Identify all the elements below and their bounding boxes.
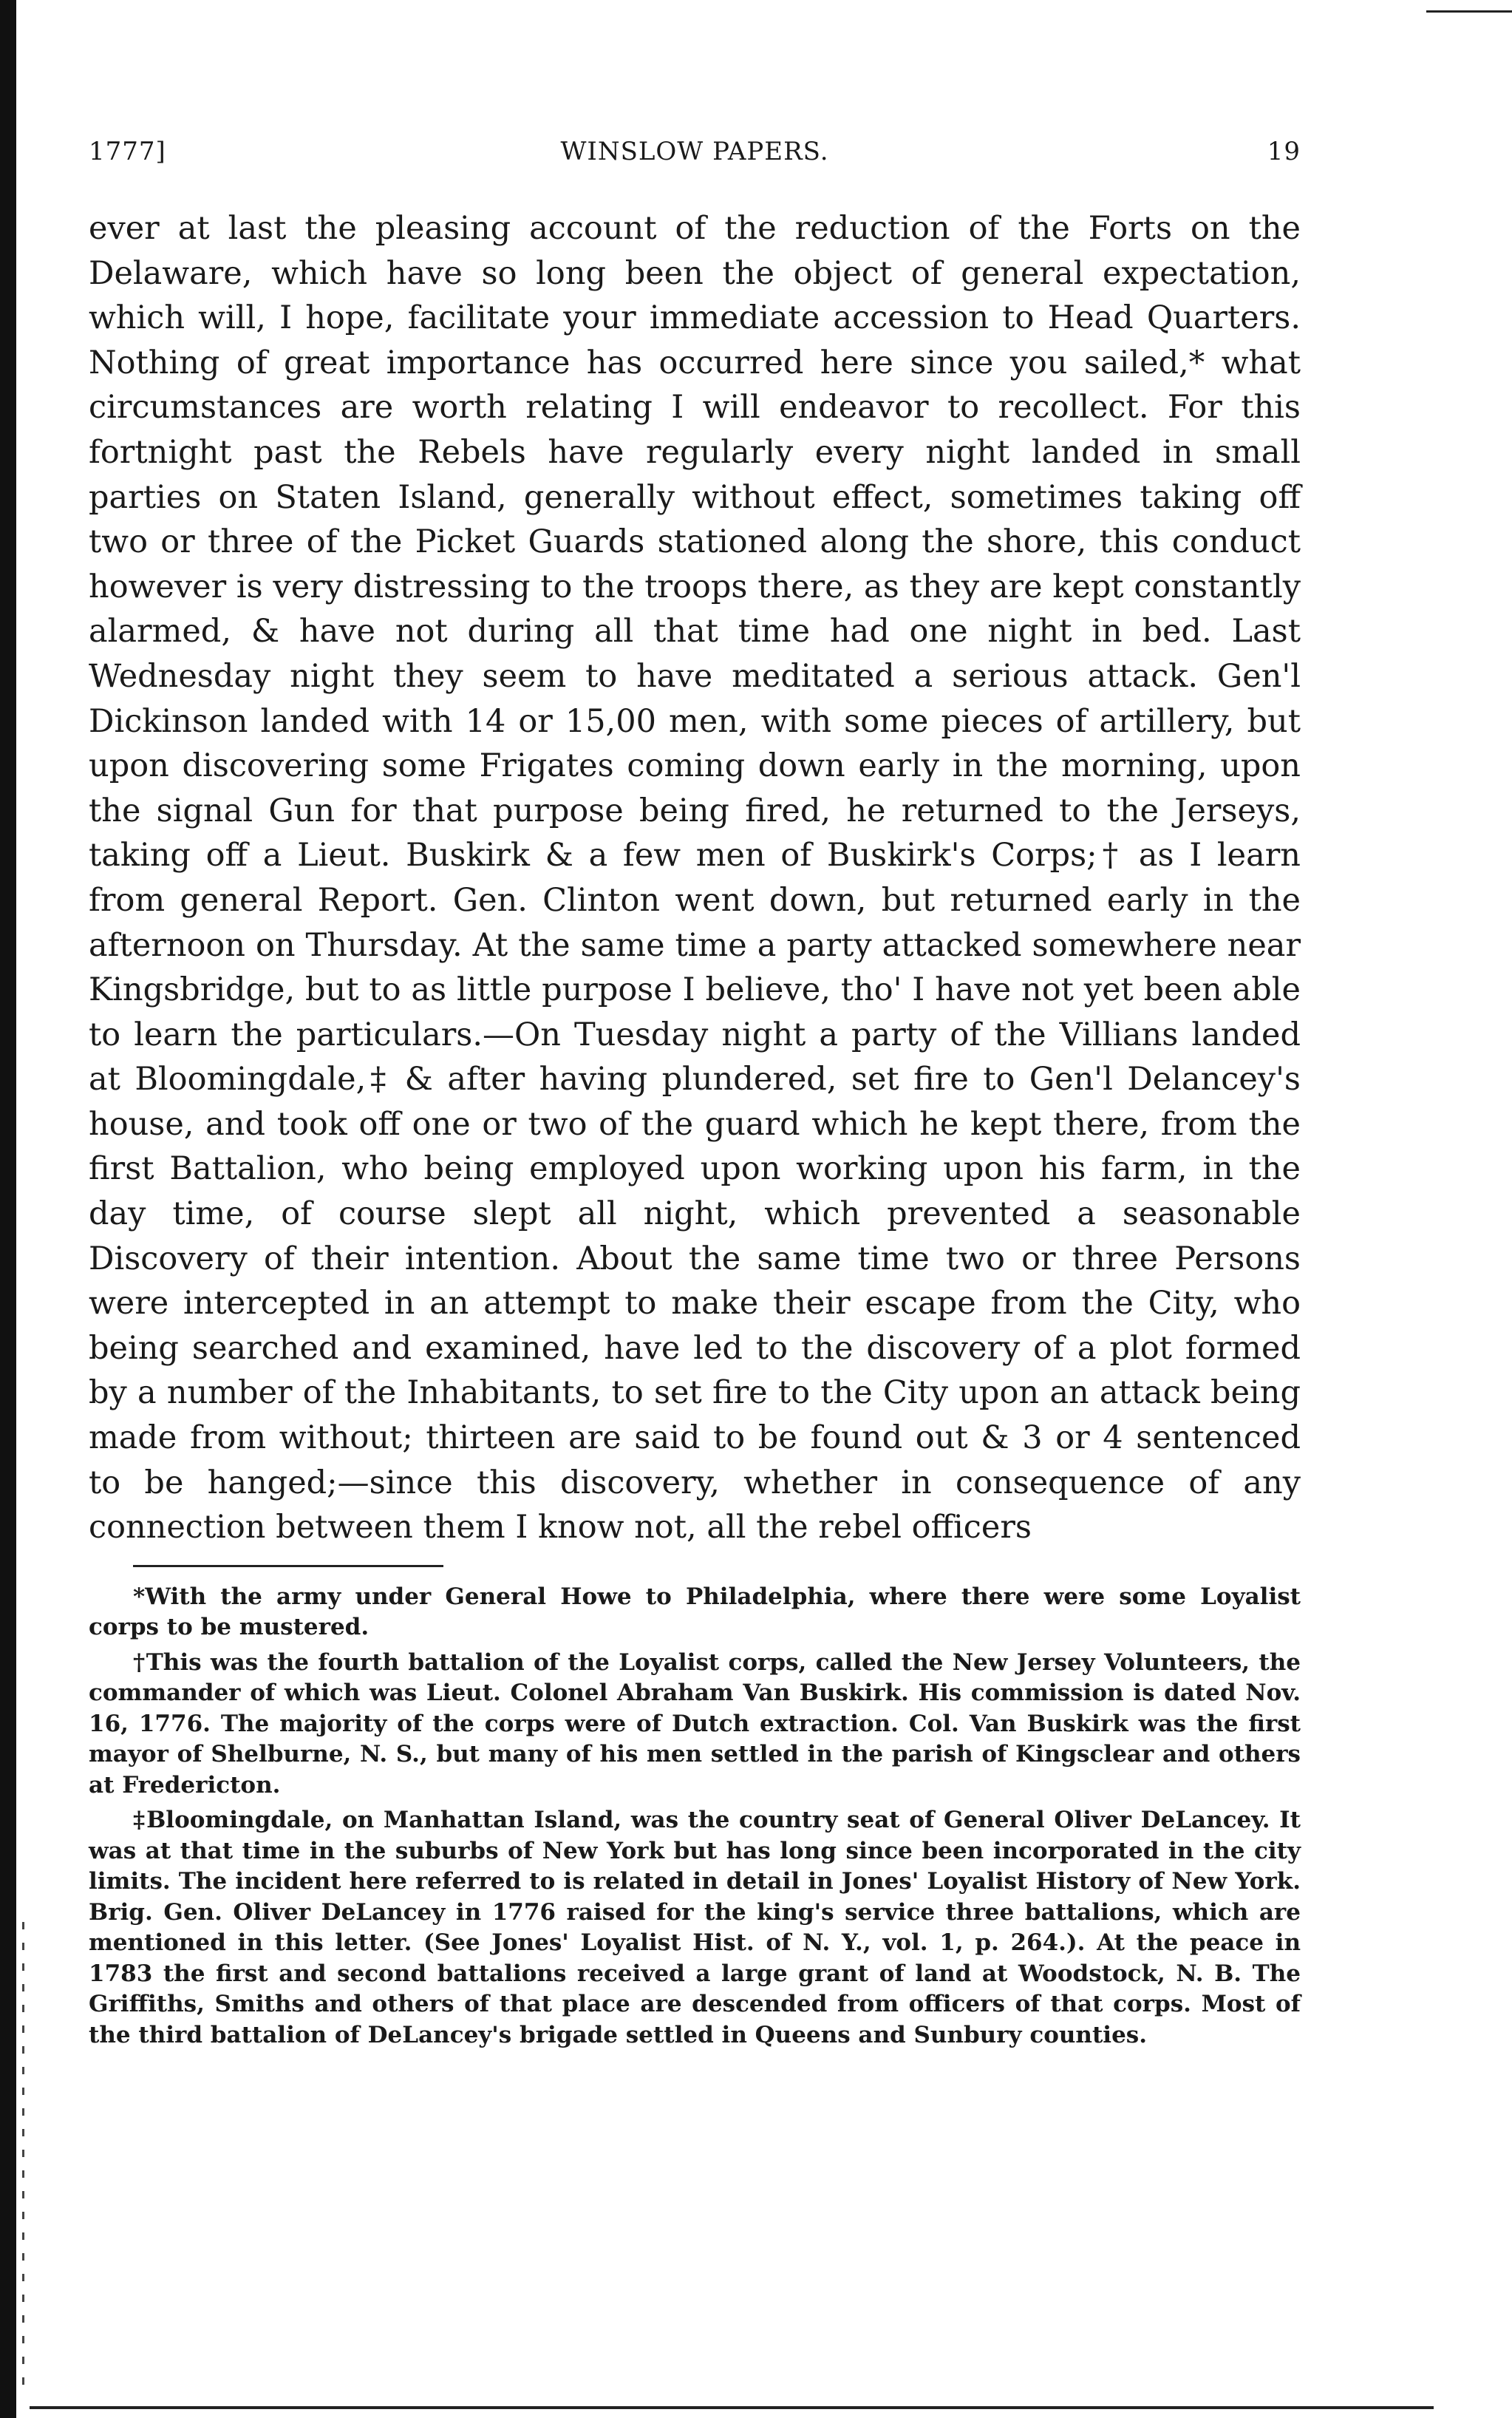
footnote-buskirk: †This was the fourth battalion of the Loyalist corps, called the New Jersey Volunteers, the commander of which was Lieut. Colonel Abraham Van Buskirk. His commission is dated Nov. 16, 1776. The majority of the corps were of Dutch extraction. Col. Van Buskirk was the first mayor of Shelburne, N. S., but many of his men settled in the parish of Kingsclear and others at Fredericton. xyxy=(89,1648,1301,1799)
footnote-bloomingdale: ‡Bloomingdale, on Manhattan Island, was the country seat of General Oliver DeLancey. It was at that time in the suburbs of New York but has long since been incorporated in the city limits. The incident here referred to is related in detail in Jones' Loyalist History of New York. Brig. Gen. Oliver DeLancey in 1776 raised for the king's service three battalions, which are mentioned in this letter. (See Jones' Loyalist Hist. of N. Y., vol. 1, p. 264.). At the peace in 1783 the first and second battalions received a large grant of land at Woodstock, N. B. The Griffiths, Smiths and others of that place are descended from officers of that corps. Most of the third battalion of DeLancey's brigade settled in Queens and Sunbury counties. xyxy=(89,1807,1301,2048)
binding-shadow xyxy=(22,1922,24,2395)
footnotes xyxy=(89,1582,1301,2051)
page-number: 19 xyxy=(1267,137,1301,166)
header-title: WINSLOW PAPERS. xyxy=(560,137,829,166)
running-head xyxy=(89,137,1301,181)
body-paragraph: ever at last the pleasing account of the reduction of the Forts on the Delaware, which have so long been the object of general expectation, which will, I hope, facilitate your immediate accession to Head Quarters. Nothing of great importance has occurred here since you sailed,* what circumstances are worth relating I will endeavor to recollect. For this fortnight past the Rebels have regularly every night landed in small parties on Staten Island, generally without effect, sometimes taking off two or three of the Picket Guards stationed along the shore, this conduct however is very distressing to the troops there, as they are kept constantly alarmed, & have not during all that time had one night in bed. Last Wednesday night they seem to have meditated a serious attack. Gen'l Dickinson landed with 14 or 15,00 men, with some pieces of artillery, but upon discovering some Frigates coming down early in the morning, upon the signal Gun for that purpose being fired, he returned to the Jerseys, taking off a Lieut. Buskirk & a few men of Buskirk's Corps;† as I learn from general Report. Gen. Clinton went down, but returned early in the afternoon on Thursday. At the same time a party attacked somewhere near Kingsbridge, but to as little purpose I believe, tho' I have not yet been able to learn the particulars.—On Tuesday night a party of the Villians landed at Bloomingdale,‡ & after having plundered, set fire to Gen'l Delancey's house, and took off one or two of the guard which he kept there, from the first Battalion, who being employed upon working upon his farm, in the day time, of course slept all night, which prevented a seasonable Discovery of their intention. About the same time two or three Persons were intercepted in an attempt to make their escape from the City, who being searched and examined, have led to the discovery of a plot formed by a number of the Inhabitants, to set fire to the City upon an attack being made from without; thirteen are said to be found out & 3 or 4 sentenced to be hanged;—since this discovery, whether in consequence of any connection between them I know not, all the rebel officers xyxy=(89,210,1301,1546)
page-binding-edge xyxy=(0,0,16,2418)
footnote-howe: *With the army under General Howe to Philadelphia, where there were some Loyalist corps to be mustered. xyxy=(89,1583,1301,1641)
bottom-edge-mark xyxy=(30,2406,1434,2409)
header-year: 1777] xyxy=(89,137,166,166)
letter-body xyxy=(89,206,1301,1550)
footnote-divider xyxy=(133,1565,443,1567)
book-page xyxy=(89,137,1301,2055)
top-edge-mark xyxy=(1426,10,1512,13)
